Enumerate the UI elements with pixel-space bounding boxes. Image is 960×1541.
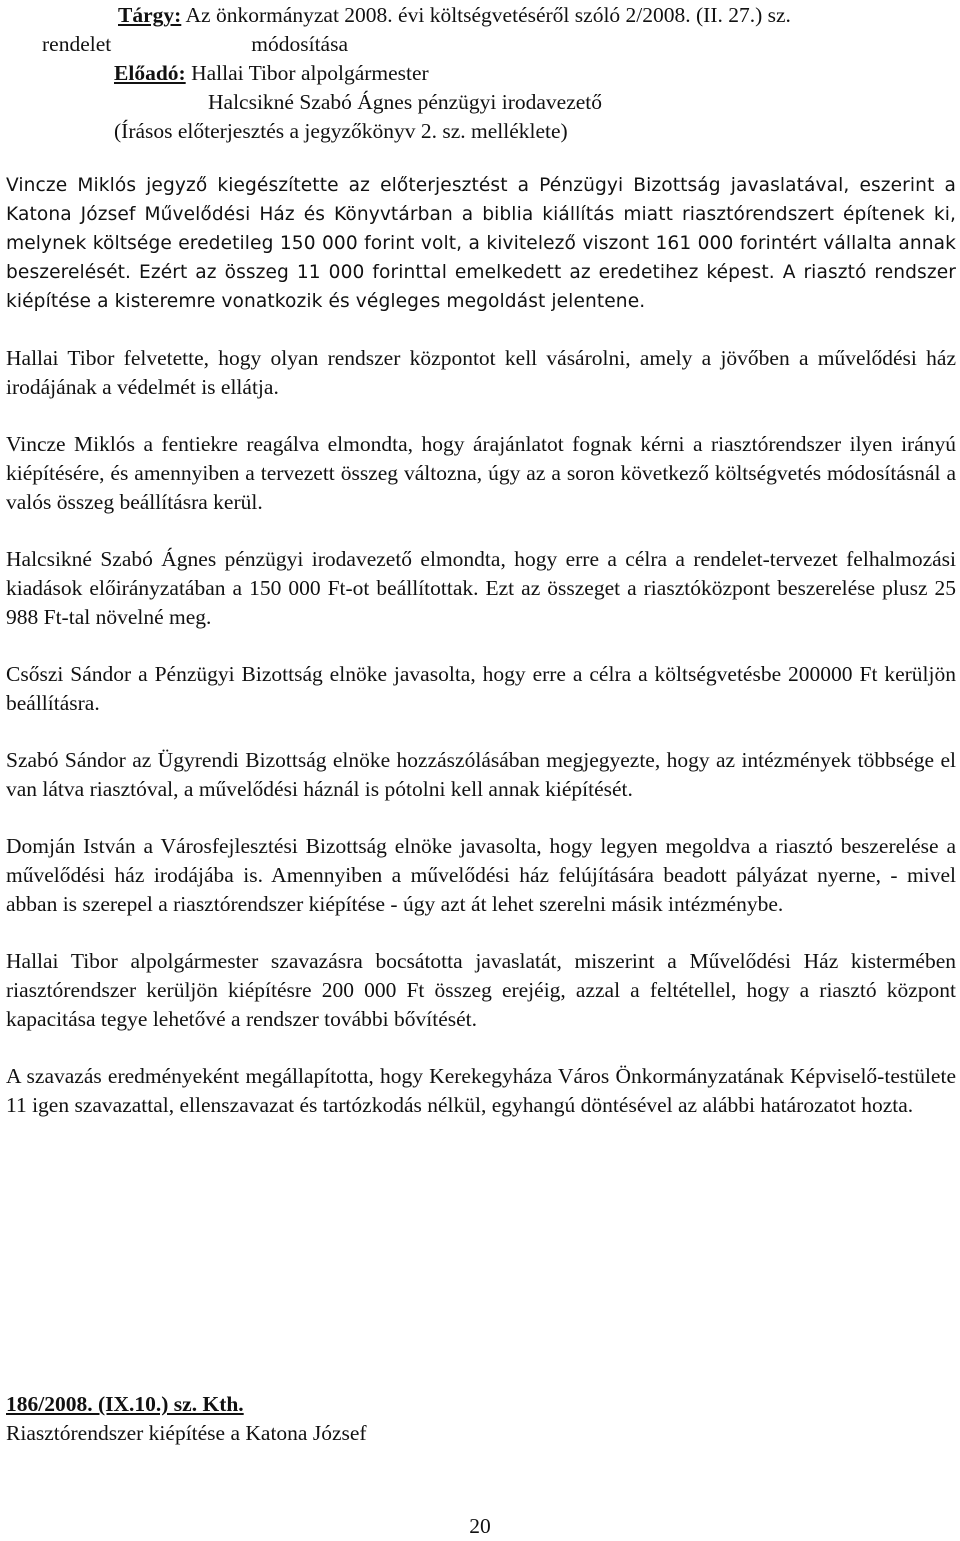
subject-label: Tárgy:	[118, 3, 182, 27]
resolution-number: 186/2008. (IX.10.) sz. Kth.	[6, 1392, 244, 1416]
paragraph-vote: A szavazás eredményeként megállapította, hogy Kerekegyháza Város Önkormányzatának Képviselő-testülete 11 igen szavazattal, ellenszavazat és tartózkodás nélkül, egyhangú döntésével az alábbi határozatot hozta.	[6, 1064, 956, 1117]
resolution-title: Riasztórendszer kiépítése a Katona József	[6, 1421, 367, 1445]
paragraph-hallai-1: Hallai Tibor felvetette, hogy olyan rendszer központot kell vásárolni, amely a jövőben a művelődési ház irodájának a védelmét is ellátja.	[6, 346, 956, 399]
subject-continuation	[6, 30, 906, 59]
page-number: 20	[469, 1514, 491, 1538]
paragraph-csoszi: Csőszi Sándor a Pénzügyi Bizottság elnöke javasolta, hogy erre a célra a költségvetésbe 200000 Ft kerüljön beállításra.	[6, 662, 956, 715]
presenter-line	[6, 59, 906, 88]
subject-cont-b: módosítása	[251, 32, 348, 56]
paragraph-domjan: Domján István a Városfejlesztési Bizottság elnöke javasolta, hogy legyen megoldva a riasztó beszerelése a művelődési ház irodájába is. Amennyiben a művelődési ház felújítására beadott pályázat nyerne, - mivel abban is szerepel a riasztórendszer kiépítése - úgy azt át lehet szerelni másik intézménybe.	[6, 834, 956, 916]
presenter-2: Halcsikné Szabó Ágnes pénzügyi irodavezető	[208, 90, 603, 114]
subject-text: Az önkormányzat 2008. évi költségvetéséről szóló 2/2008. (II. 27.) sz.	[185, 3, 791, 27]
attachment-note-text: (Írásos előterjesztés a jegyzőkönyv 2. sz. melléklete)	[114, 119, 568, 143]
paragraph-hallai-2: Hallai Tibor alpolgármester szavazásra bocsátotta javaslatát, miszerint a Művelődési Ház kistermében riasztórendszer kerüljön kiépítésre 200 000 Ft összeg erejéig, azzal a feltétellel, hogy a riasztó központ kapacitása tegye lehetővé a rendszer további bővítését.	[6, 949, 956, 1031]
paragraph-jegyzo	[6, 171, 956, 316]
paragraph-jegyzo-3: A riasztó rendszer kiépítése a kisteremre vonatkozik és végleges megoldást jelentene.	[6, 262, 956, 312]
paragraph-szabo: Szabó Sándor az Ügyrendi Bizottság elnöke hozzászólásában megjegyezte, hogy az intézmények többsége el van látva riasztóval, a művelődési háznál is pótolni kell annak kiépítését.	[6, 748, 956, 801]
attachment-note	[6, 117, 906, 146]
subject-line	[6, 1, 906, 30]
presenter-label: Előadó:	[114, 61, 186, 85]
subject-cont-a: rendelet	[42, 32, 112, 56]
paragraph-jegyzo-2: Ezért az összeg 11 000 forinttal emelkedett az eredetihez képest.	[138, 262, 775, 283]
presenter-1: Hallai Tibor alpolgármester	[191, 61, 429, 85]
paragraph-jegyzo-1: Vincze Miklós jegyző kiegészítette az előterjesztést a Pénzügyi Bizottság javaslatával, eszerint a Katona József Művelődési Ház és Könyvtárban a biblia kiállítás miatt riasztórendszert építenek ki, melynek költsége eredetileg 150 000 forint volt, a kivitelező viszont 161 000 forintért vállalta annak beszerelését.	[6, 175, 956, 283]
paragraph-halcsikne: Halcsikné Szabó Ágnes pénzügyi irodavezető elmondta, hogy erre a célra a rendelet-tervezet felhalmozási kiadások előirányzatában a 150 000 Ft-ot beállítottak. Ezt az összeget a riasztóközpont beszerelése plusz 25 988 Ft-tal növelné meg.	[6, 547, 956, 629]
agenda-header	[6, 1, 906, 146]
paragraph-vincze: Vincze Miklós a fentiekre reagálva elmondta, hogy árajánlatot fognak kérni a riasztórendszer ilyen irányú kiépítésére, és amennyiben a tervezett összeg változna, úgy az a soron következő költségvetés módosításnál a valós összeg beállításra kerül.	[6, 432, 956, 514]
presenter-2-line	[6, 88, 906, 117]
minutes-body	[6, 171, 956, 1148]
resolution-block	[6, 1390, 906, 1448]
